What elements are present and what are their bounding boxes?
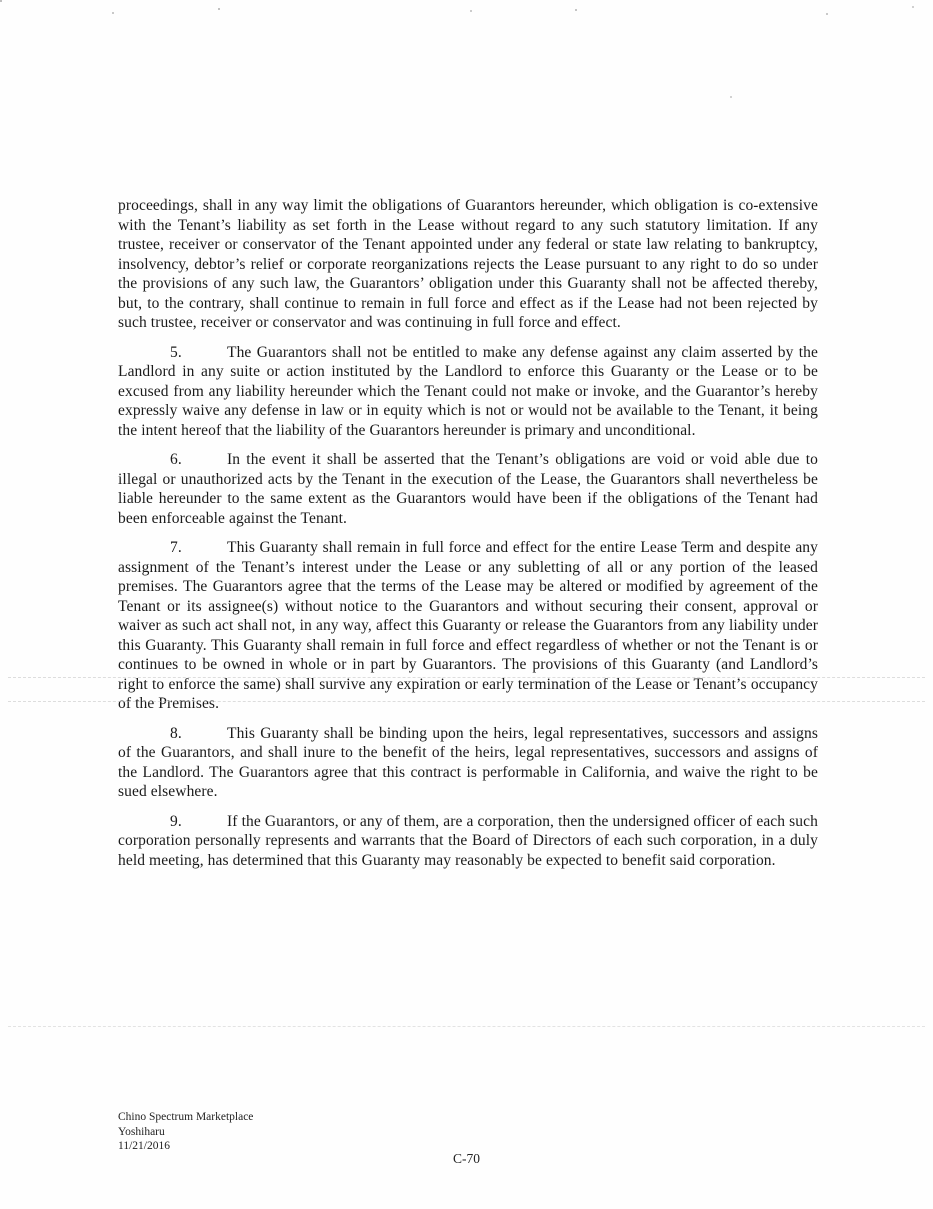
scan-artifact-line — [8, 677, 925, 678]
paragraph-continuation — [118, 196, 818, 333]
document-footer — [118, 1110, 253, 1154]
scan-artifact-line — [8, 1026, 925, 1027]
paragraph-text: This Guaranty shall remain in full force and effect for the entire Lease Term and despite any assignment of the Tenant’s interest under the Lease or any subletting of all or any portion of the leased premises. The Guarantors agree that the terms of the Lease may be altered or modified by agreement of the Tenant or its assignee(s) without notice to the Guarantors and without securing their consent, approval or waiver as such act shall not, in any way, affect this Guaranty or release the Guarantors from any liability under this Guaranty. This Guaranty shall remain in full force and effect regardless of whether or not the Tenant is or continues to be owned in whole or in part by Guarantors. The provisions of this Guaranty (and Landlord’s right to enforce the same) shall survive any expiration or early termination of the Lease or Tenant’s occupancy of the Premises. — [118, 539, 818, 712]
footer-property-name: Chino Spectrum Marketplace — [118, 1111, 254, 1123]
paragraph-text: If the Guarantors, or any of them, are a corporation, then the undersigned officer of each such corporation personally represents and warrants that the Board of Directors of each such corporation, in a duly held meeting, has determined that this Guaranty may reasonably be expected to benefit said corporation. — [118, 812, 818, 869]
paragraph-7 — [118, 538, 818, 714]
paragraph-5 — [118, 343, 818, 441]
paragraph-text: This Guaranty shall be binding upon the heirs, legal representatives, successors and assigns of the Guarantors, and shall inure to the benefit of the heirs, legal representatives, successors and assigns of the Landlord. The Guarantors agree that this contract is performable in California, and waive the right to be sued elsewhere. — [118, 724, 818, 800]
document-body — [118, 196, 818, 880]
scan-artifact-line — [8, 701, 925, 702]
paragraph-number: 5. — [170, 343, 182, 361]
paragraph-text: proceedings, shall in any way limit the obligations of Guarantors hereunder, which obligation is co-extensive with the Tenant’s liability as set forth in the Lease without regard to any such statutory limitation. If any trustee, receiver or conservator of the Tenant appointed under any federal or state law relating to bankruptcy, insolvency, debtor’s relief or corporate reorganizations rejects the Lease pursuant to any right to do so under the provisions of any such law, the Guarantors’ obligation under this Guaranty shall not be affected thereby, but, to the contrary, shall continue to remain in full force and effect as if the Lease had not been rejected by such trustee, receiver or conservator and was continuing in full force and effect. — [118, 197, 818, 331]
scan-noise-specks — [0, 0, 2, 2]
paragraph-number: 8. — [170, 724, 182, 742]
paragraph-number: 9. — [170, 812, 182, 830]
paragraph-number: 7. — [170, 539, 182, 556]
page-number: C-70 — [453, 1151, 480, 1166]
paragraph-6 — [118, 450, 818, 528]
paragraph-text: In the event it shall be asserted that the Tenant’s obligations are void or void able due to illegal or unauthorized acts by the Tenant in the execution of the Lease, the Guarantors shall nevertheless be liable hereunder to the same extent as the Guarantors would have been if the obligations of the Tenant had been enforceable against the Tenant. — [118, 451, 818, 527]
paragraph-number: 6. — [170, 451, 182, 468]
paragraph-text: The Guarantors shall not be entitled to make any defense against any claim asserted by the Landlord in any suite or action instituted by the Landlord to enforce this Guaranty or the Lease or to be excused from any liability hereunder which the Tenant could not make or invoke, and the Guarantor’s hereby expressly waive any defense in law or in equity which is not or would not be available to the Tenant, it being the intent hereof that the liability of the Guarantors hereunder is primary and unconditional. — [118, 343, 818, 439]
footer-date: 11/21/2016 — [118, 1140, 170, 1152]
footer-tenant-name: Yoshiharu — [118, 1125, 165, 1138]
paragraph-9 — [118, 812, 818, 871]
paragraph-8 — [118, 724, 818, 802]
